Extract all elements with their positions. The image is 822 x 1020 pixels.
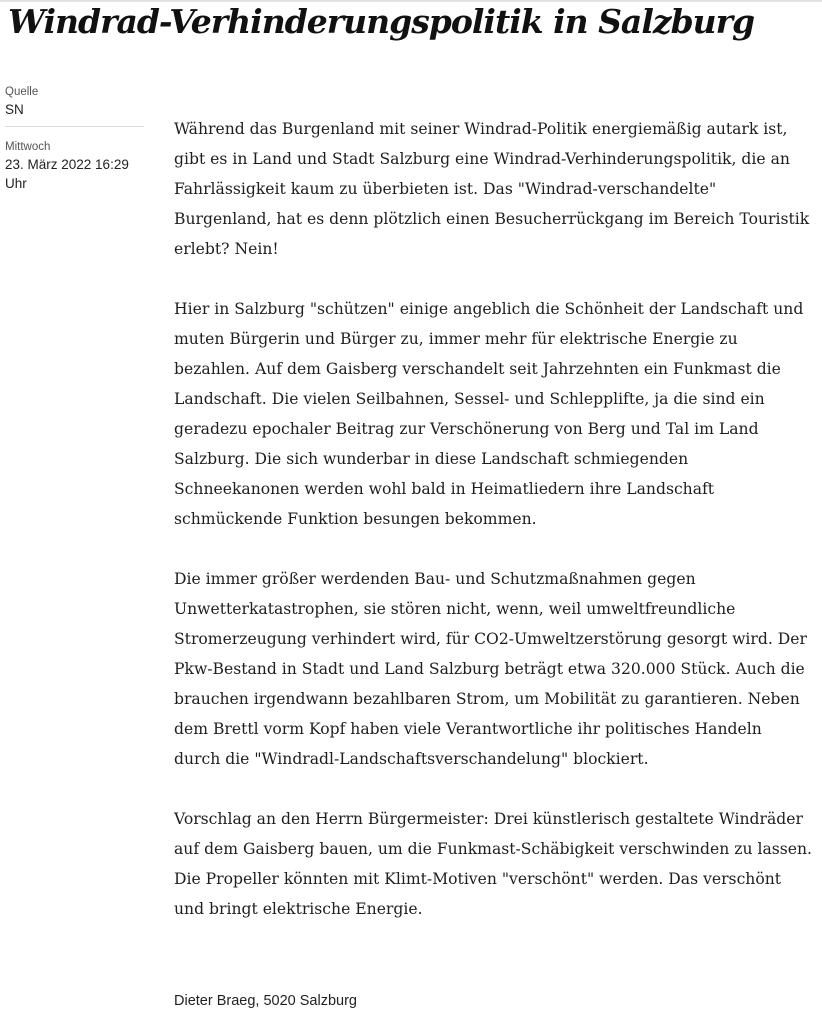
paragraph — [174, 804, 819, 924]
time-suffix: Uhr — [5, 176, 27, 191]
paragraph-line: Fahrlässigkeit kaum zu überbieten ist. Das "Windrad-verschandelte" — [174, 180, 717, 198]
paragraph-line: Burgenland, hat es denn plötzlich einen Besucherrückgang im Bereich Touristik — [174, 210, 810, 228]
paragraph-line: muten Bürgerin und Bürger zu, immer mehr für elektrische Energie zu — [174, 330, 738, 348]
paragraph-line: Hier in Salzburg "schützen" einige angeblich die Schönheit der Landschaft und — [174, 300, 804, 318]
paragraph-line: Vorschlag an den Herrn Bürgermeister: Drei künstlerisch gestaltete Windräder — [174, 810, 803, 828]
paragraph-line: brauchen irgendwann bezahlbaren Strom, um Mobilität zu garantieren. Neben — [174, 690, 800, 708]
meta-divider — [5, 126, 144, 127]
paragraph-line: erlebt? Nein! — [174, 240, 279, 258]
article-body — [174, 114, 819, 954]
paragraph-line: durch die "Windradl-Landschaftsverschandelung" blockiert. — [174, 750, 649, 768]
paragraph-line: geradezu epochaler Beitrag zur Verschönerung von Berg und Tal im Land — [174, 420, 759, 438]
paragraph-line: Die immer größer werdenden Bau- und Schutzmaßnahmen gegen — [174, 570, 696, 588]
article-meta — [5, 84, 144, 193]
paragraph-line: Unwetterkatastrophen, sie stören nicht, wenn, weil umweltfreundliche — [174, 600, 736, 618]
source-value: SN — [5, 102, 24, 117]
paragraph-line: Stromerzeugung verhindert wird, für CO2-Umweltzerstörung gesorgt wird. Der — [174, 630, 807, 648]
paragraph-line: Die Propeller könnten mit Klimt-Motiven "verschönt" werden. Das verschönt — [174, 870, 782, 888]
paragraph-line: dem Brettl vorm Kopf haben viele Verantwortliche ihr politisches Handeln — [174, 720, 762, 738]
paragraph-line: Während das Burgenland mit seiner Windrad-Politik energiemäßig autark ist, — [174, 120, 788, 138]
paragraph — [174, 564, 819, 774]
paragraph-line: gibt es in Land und Stadt Salzburg eine Windrad-Verhinderungspolitik, die an — [174, 150, 790, 168]
author-signature: Dieter Braeg, 5020 Salzburg — [174, 993, 357, 1009]
publish-date: 23. März 2022 16:29 — [5, 157, 129, 172]
weekday: Mittwoch — [5, 141, 51, 153]
paragraph — [174, 114, 819, 264]
paragraph-line: Landschaft. Die vielen Seilbahnen, Sessel- und Schlepplifte, ja die sind ein — [174, 390, 765, 408]
paragraph-line: bezahlen. Auf dem Gaisberg verschandelt seit Jahrzehnten ein Funkmast die — [174, 360, 781, 378]
source-label: Quelle — [5, 86, 39, 98]
paragraph-line: Salzburg. Die sich wunderbar in diese Landschaft schmiegenden — [174, 450, 689, 468]
paragraph-line: und bringt elektrische Energie. — [174, 900, 423, 918]
paragraph-line: Schneekanonen werden wohl bald in Heimatliedern ihre Landschaft — [174, 480, 715, 498]
paragraph — [174, 294, 819, 534]
paragraph-line: auf dem Gaisberg bauen, um die Funkmast-Schäbigkeit verschwinden zu lassen. — [174, 840, 812, 858]
paragraph-line: Pkw-Bestand in Stadt und Land Salzburg beträgt etwa 320.000 Stück. Auch die — [174, 660, 805, 678]
paragraph-line: schmückende Funktion besungen bekommen. — [174, 510, 537, 528]
article-title: Windrad-Verhinderungspolitik in Salzburg — [8, 2, 755, 41]
